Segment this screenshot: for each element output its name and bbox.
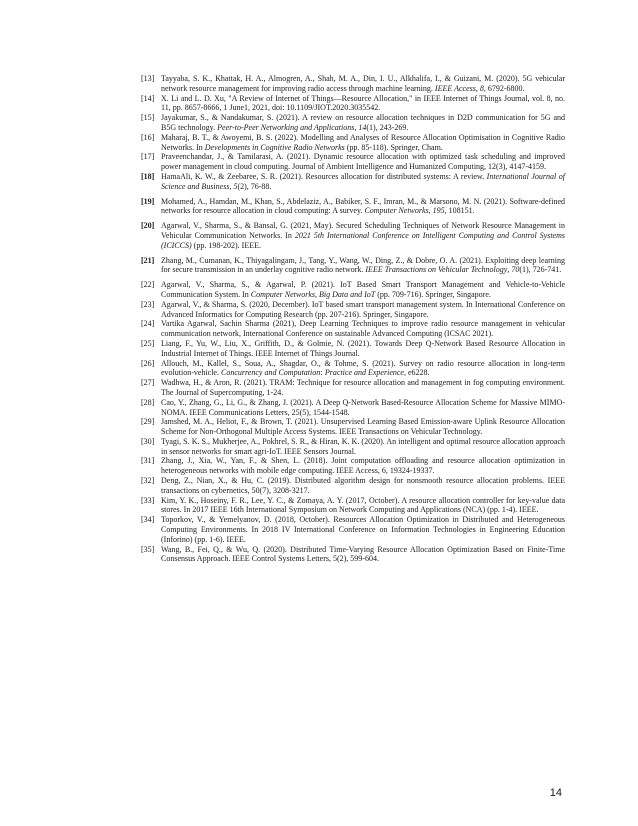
reference-list	[141, 74, 565, 564]
reference-text	[161, 496, 565, 516]
reference-italic-segment: Computer Networks	[364, 206, 429, 216]
reference-segment: (pp. 85-118). Springer, Cham.	[344, 142, 443, 152]
reference-item	[141, 319, 565, 339]
reference-item	[141, 545, 565, 565]
reference-italic-segment: 8	[479, 83, 484, 93]
reference-number: [32]	[141, 476, 155, 486]
reference-segment: Allouch, M., Kallel, S., Soua, A., Shagdar, O., & Tohme, S. (2021). Survey on radio resource allocation in long-term evolution-vehicle.	[161, 358, 565, 378]
reference-text	[161, 197, 565, 217]
reference-item	[141, 378, 565, 398]
reference-number: [31]	[141, 456, 155, 466]
reference-number: [22]	[141, 280, 155, 290]
reference-number: [34]	[141, 515, 155, 525]
reference-segment: ,	[428, 206, 433, 216]
reference-item	[141, 456, 565, 476]
reference-text	[161, 133, 565, 153]
reference-italic-segment: International Journal of Science and Business	[161, 171, 565, 191]
reference-segment: Tayyaba, S. K., Khattak, H. A., Almogren, A., Shah, M. A., Din, I. U., Alkhalifa, I., & Guizani, M. (2020). 5G vehicular network resource management for improving radio access through machine learning.	[161, 74, 565, 93]
reference-number: [30]	[141, 436, 155, 446]
reference-segment: (1), 243-269.	[366, 122, 409, 132]
reference-italic-segment: 70	[511, 265, 520, 275]
reference-item	[141, 94, 565, 114]
reference-number: [16]	[141, 132, 155, 142]
reference-italic-segment: IEEE Access	[434, 83, 476, 93]
reference-text	[161, 359, 565, 379]
reference-segment: Agarwal, V., & Sharma, S. (2020, December). IoT based smart transport management system. In International Conference on Advanced Informatics for Computing Research (pp. 207-216). Springer, Singapore.	[161, 299, 565, 319]
reference-text	[161, 172, 565, 192]
reference-italic-segment: Computer Networks, Big Data and IoT	[250, 289, 376, 299]
reference-item	[141, 437, 565, 457]
reference-text	[161, 221, 565, 250]
reference-segment: Jayakumar, S., & Nandakumar, S. (2021). A review on resource allocation techniques in D2D communication for 5G and B5G technology.	[161, 113, 565, 132]
reference-text	[161, 545, 565, 565]
reference-text	[161, 152, 565, 172]
reference-segment: ,	[475, 83, 480, 93]
reference-number: [25]	[141, 338, 155, 348]
reference-item	[141, 496, 565, 516]
reference-segment: (2), 76-88.	[237, 181, 272, 191]
reference-text	[161, 437, 565, 457]
reference-segment: Cao, Y., Zhang, G., Li, G., & Zhang, J. (2021). A Deep Q-Network Based-Resource Allocation Scheme for Massive MIMO-NOMA. IEEE Communications Letters, 25(5), 1544-1548.	[161, 397, 565, 417]
reference-segment: , e6228.	[403, 368, 430, 378]
reference-item	[141, 221, 565, 250]
reference-text	[161, 300, 565, 320]
reference-item	[141, 133, 565, 153]
reference-segment: Jamshed, M. A., Heliot, F., & Brown, T. (2021). Unsupervised Learning Based Emission-aware Uplink Resource Allocation Scheme for Non-Orthogonal Multiple Access Systems. IEEE Transactions on Vehicular Technology.	[161, 417, 565, 437]
reference-segment: ,	[229, 181, 234, 191]
reference-text	[161, 256, 565, 276]
reference-text	[161, 417, 565, 437]
reference-segment: (pp. 709-716). Springer, Singapore.	[375, 289, 491, 299]
reference-segment: , 6792-6800.	[483, 83, 525, 93]
reference-number: [21]	[141, 255, 155, 265]
reference-italic-segment: IEEE Transactions on Vehicular Technology	[365, 265, 508, 275]
reference-segment: (pp. 198-202). IEEE.	[191, 240, 261, 250]
reference-number: [27]	[141, 378, 155, 388]
reference-text	[161, 378, 565, 398]
reference-number: [26]	[141, 358, 155, 368]
reference-text	[161, 319, 565, 339]
reference-item	[141, 280, 565, 300]
reference-text	[161, 476, 565, 496]
reference-item	[141, 256, 565, 276]
reference-number: [14]	[141, 93, 155, 103]
reference-text	[161, 94, 565, 114]
reference-number: [17]	[141, 152, 155, 162]
reference-number: [20]	[141, 221, 155, 231]
reference-item	[141, 476, 565, 496]
reference-segment: Maharaj, B. T., & Awoyemi, B. S. (2022). Modelling and Analyses of Resource Allocation Optimisation in Cognitive Radio Networks. In	[161, 132, 565, 152]
reference-item	[141, 398, 565, 418]
reference-segment: Toporkov, V., & Yemelyanov, D. (2018, October). Resources Allocation Optimization in Distributed and Heterogeneous Computing Environments. In 2018 IV International Conference on Information Technologies in Engineering Education (Inforino) (pp. 1-6). IEEE.	[161, 515, 565, 544]
reference-italic-segment: Peer-to-Peer Networking and Applications	[217, 122, 355, 132]
reference-segment: Zhang, M., Cumanan, K., Thiyagalingam, J., Tang, Y., Wang, W., Ding, Z., & Dobre, O. A. (2021). Exploiting deep learning for secure transmission in an underlay cognitive radio network.	[161, 255, 565, 275]
reference-segment: ,	[507, 265, 512, 275]
reference-segment: (1), 726-741.	[519, 265, 562, 275]
reference-item	[141, 417, 565, 437]
reference-text	[161, 74, 565, 94]
reference-segment: Vartika Agarwal, Sachin Sharma (2021), Deep Learning Techniques to improve radio resource management in vehicular communication network, International Conference on sustainable Advanced Computing (ICSAC 2021).	[161, 319, 565, 339]
reference-segment: HamaAli, K. W., & Zeebaree, S. R. (2021). Resources allocation for distributed systems: A review.	[161, 171, 487, 181]
reference-segment: Mohamed, A., Hamdan, M., Khan, S., Abdelaziz, A., Babiker, S. F., Imran, M., & Marsono, M. N. (2021). Software-defined networks for resource allocation in cloud computing: A survey.	[161, 196, 565, 216]
reference-item	[141, 339, 565, 359]
reference-number: [29]	[141, 417, 155, 427]
reference-item	[141, 113, 565, 133]
reference-text	[161, 280, 565, 300]
reference-number: [23]	[141, 299, 155, 309]
reference-number: [13]	[141, 74, 155, 83]
reference-italic-segment: 195	[432, 206, 445, 216]
reference-item	[141, 172, 565, 192]
reference-item	[141, 197, 565, 217]
reference-segment: Agarwal, V., Sharma, S., & Bansal, G. (2021, May). Secured Scheduling Techniques of Network Resource Management in Vehicular Communication Networks. In	[161, 221, 565, 240]
reference-segment: Liang, F., Yu, W., Liu, X., Griffith, D., & Golmie, N. (2021). Towards Deep Q-Network Based Resource Allocation in Industrial Internet of Things. IEEE Internet of Things Journal.	[161, 338, 565, 358]
reference-segment: ,	[354, 122, 359, 132]
reference-item	[141, 152, 565, 172]
reference-item	[141, 359, 565, 379]
reference-segment: X. Li and L. D. Xu, "A Review of Internet of Things—Resource Allocation," in IEEE Internet of Things Journal, vol. 8, no. 11, pp. 8657-8666, 1 June1, 2021, doi: 10.1109/JIOT.2020.3035542.	[161, 93, 565, 113]
reference-italic-segment: 2021 5th International Conference on Intelligent Computing and Control Systems (ICICCS)	[161, 230, 565, 250]
reference-item	[141, 300, 565, 320]
reference-segment: Wang, B., Fei, Q., & Wu, Q. (2020). Distributed Time-Varying Resource Allocation Optimization Based on Finite-Time Consensus Approach. IEEE Control Systems Letters, 5(2), 599-604.	[161, 544, 565, 564]
reference-text	[161, 113, 565, 133]
reference-number: [35]	[141, 544, 155, 554]
reference-segment: Wadhwa, H., & Aron, R. (2021). TRAM: Technique for resource allocation and management in fog computing environment. The Journal of Supercomputing, 1-24.	[161, 378, 565, 397]
reference-item	[141, 515, 565, 544]
reference-segment: Kim, Y. K., Hoseiny, F. R., Lee, Y. C., & Zomaya, A. Y. (2017, October). A resource allocation controller for key-value data stores. In 2017 IEEE 16th International Symposium on Network Computing and Applications (NCA) (pp. 1-4). IEEE.	[161, 495, 565, 515]
reference-segment: Praveenchandar, J., & Tamilarasi, A. (2021). Dynamic resource allocation with optimized task scheduling and improved power management in cloud computing. Journal of Ambient Intelligence and Humanized Computing, 12(3), 4147-4159.	[161, 152, 565, 172]
reference-italic-segment: Concurrency and Computation: Practice and Experience	[220, 368, 404, 378]
reference-text	[161, 398, 565, 418]
reference-italic-segment: 14	[358, 122, 367, 132]
reference-number: [24]	[141, 319, 155, 329]
reference-segment: Deng, Z., Nian, X., & Hu, C. (2019). Distributed algorithm design for nonsmooth resource allocation problems. IEEE transactions on cybernetics, 50(7), 3208-3217.	[161, 476, 565, 495]
reference-number: [28]	[141, 397, 155, 407]
reference-text	[161, 515, 565, 544]
reference-segment: Tyagi, S. K. S., Mukherjee, A., Pokhrel, S. R., & Hiran, K. K. (2020). An intelligent and optimal resource allocation approach in sensor networks for smart agri-IoT. IEEE Sensors Journal.	[161, 436, 565, 456]
reference-italic-segment: 5	[233, 181, 238, 191]
reference-item	[141, 74, 565, 94]
reference-segment: , 108151.	[444, 206, 475, 216]
reference-number: [19]	[141, 196, 155, 206]
reference-number: [18]	[141, 171, 155, 181]
reference-text	[161, 339, 565, 359]
page-number: 14	[549, 787, 562, 799]
reference-segment: Zhang, J., Xia, W., Yan, F., & Shen, L. (2018). Joint computation offloading and resource allocation optimization in heterogeneous networks with mobile edge computing. IEEE Access, 6, 19324-19337.	[161, 456, 565, 476]
reference-number: [33]	[141, 495, 155, 505]
reference-italic-segment: Developments in Cognitive Radio Networks	[204, 142, 345, 152]
reference-text	[161, 456, 565, 476]
reference-number: [15]	[141, 113, 155, 123]
reference-segment: Agarwal, V., Sharma, S., & Agarwal, P. (2021). IoT Based Smart Transport Management and Vehicle-to-Vehicle Communication System. In	[161, 280, 565, 299]
